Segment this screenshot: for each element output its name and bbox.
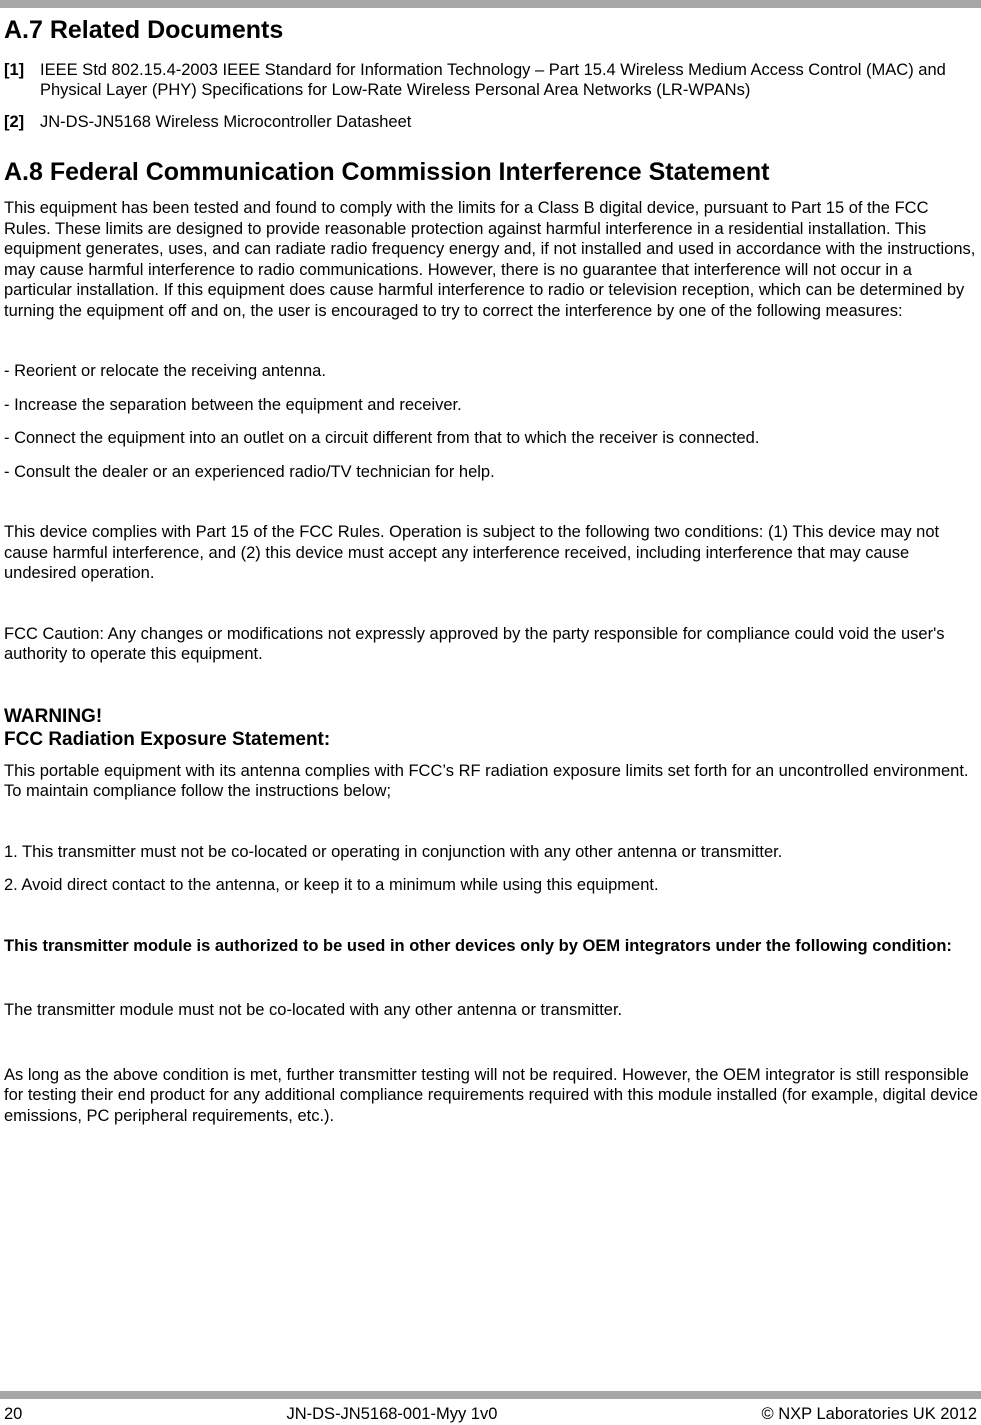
section-title-related-documents: A.7 Related Documents: [4, 16, 284, 44]
oem-responsibility-paragraph: As long as the above condition is met, further transmitter testing will not be required. However, the OEM integrator is still responsible for testing their end product for any additional compliance requirements required with this module installed (for example, digital device emissions, PC peripheral requirements, etc.).: [4, 1065, 979, 1125]
reference-list: [4, 60, 979, 132]
reference-item: [4, 112, 979, 132]
reference-text: IEEE Std 802.15.4-2003 IEEE Standard for Information Technology – Part 15.4 Wireless Medium Access Control (MAC) and Physical Layer (PHY) Specifications for Low-Rate Wireless Personal Area Networks (LR-WPANs): [40, 61, 946, 99]
reference-number: [1]: [4, 61, 25, 79]
fcc-caution-paragraph: FCC Caution: Any changes or modifications not expressly approved by the party responsible for compliance could void the user's authority to operate this equipment.: [4, 624, 945, 663]
radiation-exposure-heading: FCC Radiation Exposure Statement:: [4, 728, 331, 750]
oem-heading: This transmitter module is authorized to be used in other devices only by OEM integrators under the following condition:: [4, 936, 952, 955]
measure-item: - Consult the dealer or an experienced radio/TV technician for help.: [4, 462, 495, 481]
page-number: 20: [4, 1405, 23, 1423]
measure-item: - Connect the equipment into an outlet on a circuit different from that to which the receiver is connected.: [4, 429, 760, 447]
radiation-exposure-paragraph: This portable equipment with its antenna complies with FCC’s RF radiation exposure limits set forth for an uncontrolled environment. To maintain compliance follow the instructions below;: [4, 761, 969, 800]
copyright-notice: © NXP Laboratories UK 2012: [761, 1405, 977, 1423]
reference-number: [2]: [4, 113, 25, 131]
measure-item: - Increase the separation between the equipment and receiver.: [4, 395, 462, 414]
header-rule: [0, 0, 981, 8]
instruction-item: 1. This transmitter must not be co-located or operating in conjunction with any other antenna or transmitter.: [4, 842, 783, 861]
document-id: JN-DS-JN5168-001-Myy 1v0: [286, 1405, 498, 1423]
reference-text: JN-DS-JN5168 Wireless Microcontroller Datasheet: [40, 113, 412, 131]
document-body: [4, 14, 979, 1126]
measure-item: - Reorient or relocate the receiving antenna.: [4, 362, 326, 380]
fcc-intro-paragraph: This equipment has been tested and found to comply with the limits for a Class B digital device, pursuant to Part 15 of the FCC Rules. These limits are designed to provide reasonable protection against harmful interference in a residential installation. This equipment generates, uses, and can radiate radio frequency energy and, if not installed and used in accordance with the instructions, may cause harmful interference to radio communications. However, there is no guarantee that interference will not occur in a particular installation. If this equipment does cause harmful interference to radio or television reception, which can be determined by turning the equipment off and on, the user is encouraged to try to correct the interference by one of the following measures:: [4, 199, 976, 320]
instruction-item: 2. Avoid direct contact to the antenna, or keep it to a minimum while using this equipment.: [4, 876, 659, 894]
reference-item: [4, 60, 979, 100]
page-footer: [4, 1404, 977, 1424]
oem-condition-paragraph: The transmitter module must not be co-located with any other antenna or transmitter.: [4, 1001, 623, 1019]
part15-paragraph: This device complies with Part 15 of the FCC Rules. Operation is subject to the following two conditions: (1) This device may not cause harmful interference, and (2) this device must accept any interference received, including interference that may cause undesired operation.: [4, 523, 940, 582]
warning-heading: WARNING!: [4, 705, 103, 727]
section-title-fcc-statement: A.8 Federal Communication Commission Interference Statement: [4, 158, 770, 186]
footer-rule: [0, 1391, 981, 1399]
